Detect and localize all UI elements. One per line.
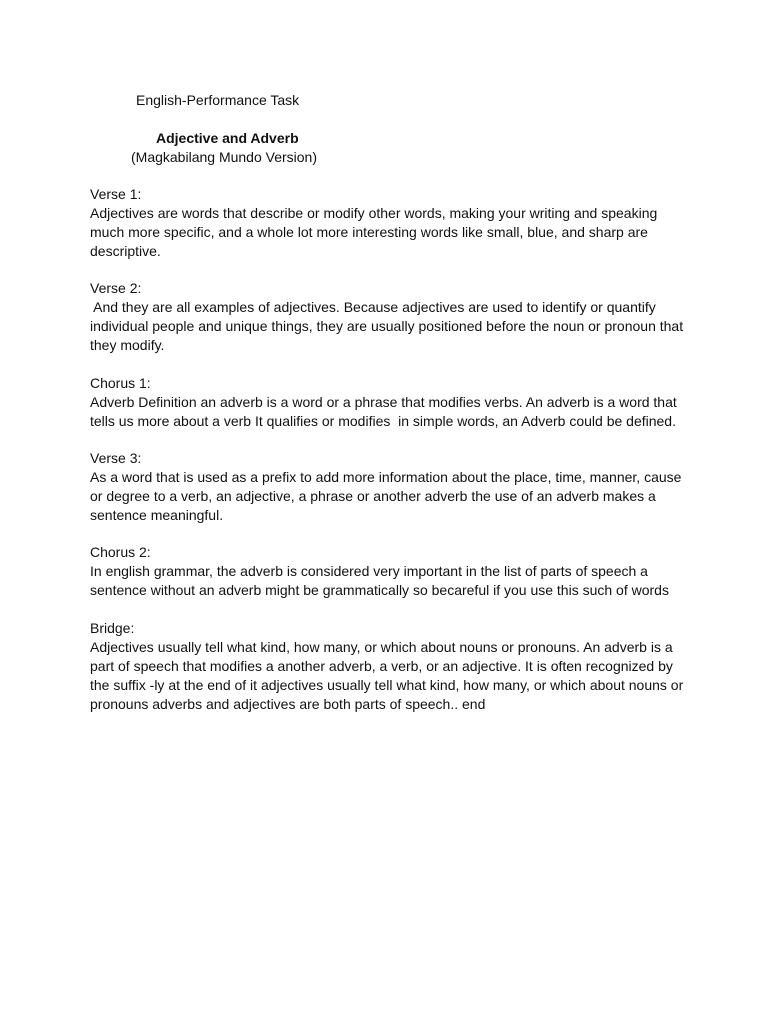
document-subtitle: (Magkabilang Mundo Version) [131,149,317,165]
section-bridge [90,619,690,714]
section-label: Verse 1: [90,186,142,202]
section-body [90,393,690,431]
section-body [90,638,690,714]
body-line: In english grammar, the adverb is considered very important in the list of parts of speech a [90,563,648,579]
body-line: they modify. [90,337,165,353]
document-header: English-Performance Task [136,92,300,108]
body-line: sentence without an adverb might be grammatically so becareful if you use this such of words [90,582,669,598]
section-verse-3 [90,449,690,525]
section-chorus-1 [90,374,690,431]
body-line: much more specific, and a whole lot more interesting words like small, blue, and sharp are [90,224,648,240]
body-line: Adjectives usually tell what kind, how many, or which about nouns or pronouns. An adverb is a [90,639,673,655]
document-title: Adjective and Adverb [156,130,299,146]
section-label: Bridge: [90,620,135,636]
section-label: Chorus 2: [90,544,151,560]
body-line: tells us more about a verb It qualifies or modifies in simple words, an Adverb could be defined. [90,413,676,429]
body-line: part of speech that modifies a another adverb, a verb, or an adjective. It is often recognized by [90,658,673,674]
body-line: pronouns adverbs and adjectives are both parts of speech.. end [90,696,486,712]
body-line: descriptive. [90,243,161,259]
body-line: And they are all examples of adjectives. Because adjectives are used to identify or quantify [90,299,656,315]
body-line: As a word that is used as a prefix to add more information about the place, time, manner, cause [90,469,682,485]
body-line: sentence meaningful. [90,507,224,523]
section-verse-2 [90,279,690,355]
section-body [90,298,690,355]
section-body [90,468,690,525]
section-label: Chorus 1: [90,375,151,391]
body-line: the suffix -ly at the end of it adjectives usually tell what kind, how many, or which about nouns or [90,677,684,693]
section-body [90,562,690,600]
section-label: Verse 3: [90,450,142,466]
body-line: or degree to a verb, an adjective, a phrase or another adverb the use of an adverb makes a [90,488,656,504]
section-label: Verse 2: [90,280,142,296]
body-line: individual people and unique things, they are usually positioned before the noun or pronoun that [90,318,684,334]
body-line: Adjectives are words that describe or modify other words, making your writing and speaking [90,205,658,221]
section-verse-1 [90,185,690,261]
section-body [90,204,690,261]
body-line: Adverb Definition an adverb is a word or a phrase that modifies verbs. An adverb is a word that [90,394,677,410]
section-chorus-2 [90,543,690,600]
